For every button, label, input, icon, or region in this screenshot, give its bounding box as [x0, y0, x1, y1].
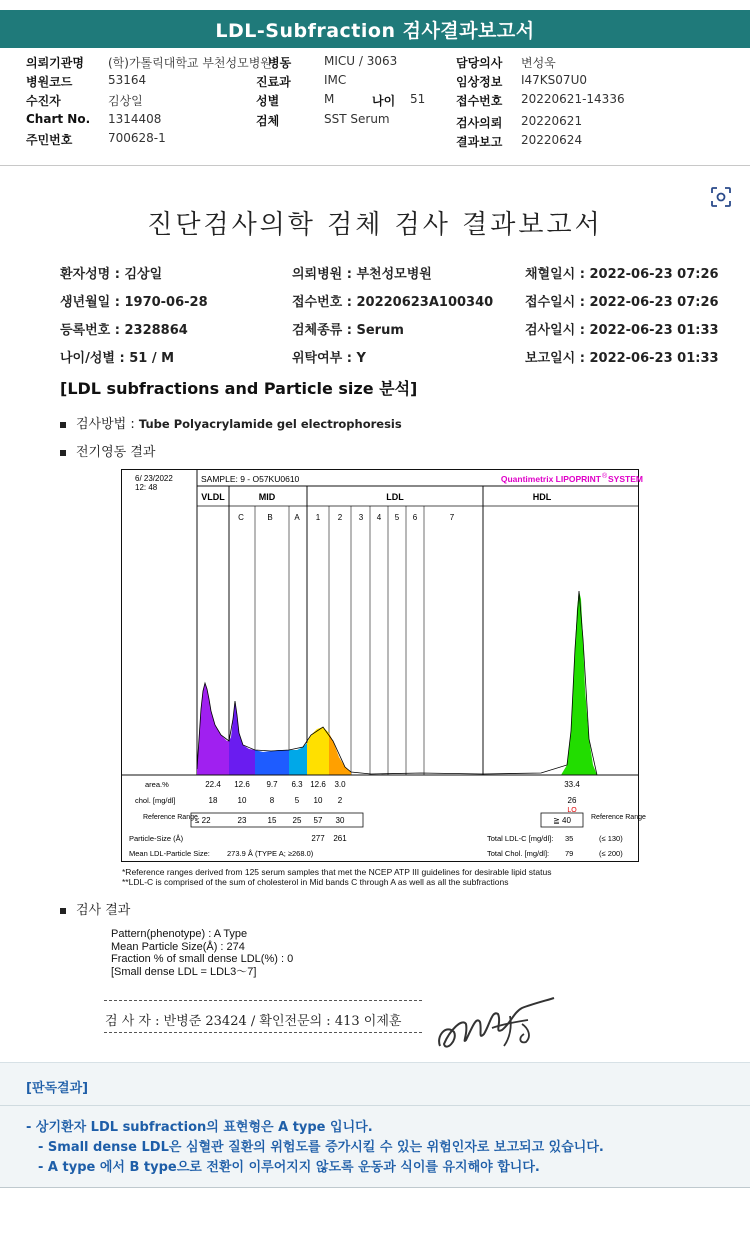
chart-system-suffix: SYSTEM [608, 474, 643, 484]
info-hospital: 의뢰병원 : 부천성모병원 [292, 267, 432, 282]
label-clinical-info: 임상정보 [456, 75, 503, 89]
chart-date: 6/ 23/2022 [135, 474, 173, 483]
chol-value: 8 [269, 796, 275, 805]
info-age-sex: 나이/성별 : 51 / M [60, 351, 175, 366]
report-banner-title: LDL-Subfraction 검사결과보고서 [0, 10, 750, 48]
row-label-reference-right: Reference Range [591, 814, 646, 821]
label-ward: 병동 [268, 56, 292, 70]
interpretation-title: [판독결과] [26, 1081, 89, 1096]
result-line: Mean Particle Size(Å) : 274 [111, 940, 245, 953]
area-value: 33.4 [564, 780, 580, 789]
panel-divider [0, 1105, 750, 1106]
chart-system-name: Quantimetrix LIPOPRINT [500, 474, 601, 484]
band-label-3: 3 [358, 513, 364, 522]
peak-mid-b [255, 750, 289, 775]
method-value: Tube Polyacrylamide gel electrophoresis [138, 417, 402, 431]
value-age: 51 [410, 92, 426, 106]
total-ldl-value: 35 [565, 834, 574, 843]
row-label-chol: chol. [mg/dl] [135, 796, 176, 805]
bullet-icon [60, 450, 66, 456]
reference-value: 30 [335, 816, 345, 825]
total-chol-value: 79 [565, 849, 574, 858]
band-label-c: C [238, 513, 244, 522]
result-line: [Small dense LDL = LDL3～7] [111, 965, 257, 978]
value-institution: (학)가톨릭대학교 부천성모병원 [108, 56, 272, 70]
value-specimen: SST Serum [324, 112, 390, 126]
label-requested: 검사의뢰 [456, 116, 503, 130]
band-label-6: 6 [412, 513, 418, 522]
value-reported: 20220624 [521, 133, 583, 147]
region-label-mid: MID [258, 492, 276, 502]
info-receipt-time: 접수일시 : 2022-06-23 07:26 [525, 295, 719, 310]
result-line: Pattern(phenotype) : A Type [111, 928, 248, 940]
total-ldl-label: Total LDL-C [mg/dl]: [487, 834, 554, 843]
interpretation-line: - 상기환자 LDL subfraction의 표현형은 A type 입니다. [26, 1120, 373, 1135]
reference-value: ≤ 22 [195, 816, 211, 825]
chol-value: 18 [208, 796, 218, 805]
value-ward: MICU / 3063 [324, 54, 398, 68]
result-summary [111, 928, 293, 978]
area-value: 6.3 [291, 780, 303, 789]
total-ldl-ref: (≤ 130) [599, 834, 623, 843]
section-title: [LDL subfractions and Particle size 분석] [60, 379, 418, 398]
row-label-area: area.% [145, 780, 169, 789]
mean-particle-value: 273.9 Å (TYPE A; ≥268.0) [227, 849, 314, 858]
reference-value: 57 [313, 816, 323, 825]
chol-value: 26 [567, 796, 577, 805]
chol-value: 10 [313, 796, 323, 805]
total-chol-label: Total Chol. [mg/dl]: [487, 849, 550, 858]
area-value: 22.4 [205, 780, 221, 789]
label-department: 진료과 [256, 75, 291, 89]
dashed-divider [104, 1000, 422, 1001]
value-requested: 20220621 [521, 114, 583, 128]
row-label-particle-size: Particle-Size (Å) [129, 834, 184, 843]
label-resident-no: 주민번호 [26, 133, 73, 147]
value-patient: 김상일 [108, 94, 143, 108]
value-chart-no: 1314408 [108, 112, 162, 126]
region-label-ldl: LDL [386, 492, 404, 502]
chol-value: 10 [237, 796, 247, 805]
reference-value: 25 [292, 816, 302, 825]
reference-value: 15 [267, 816, 277, 825]
value-sex: M [324, 92, 335, 106]
label-specimen: 검체 [256, 114, 280, 128]
info-specimen-type: 검체종류 : Serum [292, 323, 404, 338]
result-label: 검사 결과 [76, 903, 131, 918]
info-birthdate: 생년월일 : 1970-06-28 [60, 295, 208, 310]
info-test-time: 검사일시 : 2022-06-23 01:33 [525, 323, 719, 338]
value-hospital-code: 53164 [108, 73, 147, 87]
label-doctor: 담당의사 [456, 56, 503, 70]
row-label-reference: Reference Range [143, 814, 198, 821]
chol-value: 2 [337, 796, 343, 805]
reference-value: ≧ 40 [553, 816, 571, 825]
reference-value: 23 [237, 816, 247, 825]
hdl-flag: LO [567, 807, 577, 814]
info-collection-time: 채혈일시 : 2022-06-23 07:26 [525, 267, 719, 282]
chart-time: 12: 48 [135, 483, 158, 492]
row-label-mean-particle: Mean LDL-Particle Size: [129, 849, 210, 858]
value-resident-no: 700628-1 [108, 131, 166, 145]
value-doctor: 변성욱 [521, 56, 556, 70]
region-label-vldl: VLDL [201, 492, 225, 502]
method-line [60, 413, 402, 432]
band-label-a: A [294, 513, 300, 522]
electro-label: 전기영동 결과 [76, 445, 156, 460]
value-department: IMC [324, 73, 347, 87]
interpretation-line: - A type 에서 B type으로 전환이 이루어지지 않도록 운동과 식이를 유지해야 합니다. [38, 1160, 540, 1175]
area-value: 3.0 [334, 780, 346, 789]
chol-value: 5 [294, 796, 300, 805]
label-sex: 성별 [256, 94, 280, 108]
info-outsourced: 위탁여부 : Y [292, 351, 366, 366]
area-value: 9.7 [266, 780, 278, 789]
result-line: Fraction % of small dense LDL(%) : 0 [111, 953, 294, 965]
area-value: 12.6 [310, 780, 326, 789]
lipoprint-chart [121, 469, 646, 862]
label-patient: 수진자 [26, 94, 61, 108]
band-label-2: 2 [337, 513, 343, 522]
area-value: 12.6 [234, 780, 250, 789]
dashed-divider [104, 1032, 422, 1033]
examiner-line: 검 사 자 : 반병준 23424 / 확인전문의 : 413 이제훈 [105, 1014, 402, 1029]
electro-line [60, 441, 155, 460]
info-patient-name: 환자성명 : 김상일 [60, 267, 163, 282]
label-age: 나이 [372, 94, 396, 108]
chart-system-reg: ® [602, 473, 608, 480]
value-clinical-info: I47KS07U0 [521, 73, 587, 87]
region-label-hdl: HDL [532, 492, 552, 502]
band-label-5: 5 [394, 513, 400, 522]
particle-size-value: 261 [333, 834, 347, 843]
info-receipt-no: 접수번호 : 20220623A100340 [292, 295, 494, 310]
bullet-icon [60, 908, 66, 914]
reference-notes [122, 867, 551, 887]
label-chart-no: Chart No. [26, 112, 91, 126]
chart-sample: SAMPLE: 9 - O57KU0610 [201, 474, 300, 484]
report-title: 진단검사의학 검체 검사 결과보고서 [147, 210, 603, 240]
label-receipt-no: 접수번호 [456, 94, 503, 108]
label-institution: 의뢰기관명 [26, 56, 84, 70]
header-separator [0, 165, 750, 166]
bullet-icon [60, 422, 66, 428]
note-line: **LDL-C is comprised of the sum of cholesterol in Mid bands C through A as well as all the subfractions [122, 877, 509, 887]
band-label-7: 7 [449, 513, 455, 522]
result-heading-line [60, 899, 130, 918]
interpretation-line: - Small dense LDL은 심혈관 질환의 위험도를 증가시킬 수 있는 위험인자로 보고되고 있습니다. [38, 1140, 604, 1155]
band-label-b: B [267, 513, 273, 522]
signature-image [432, 994, 562, 1058]
info-report-time: 보고일시 : 2022-06-23 01:33 [525, 351, 719, 366]
band-label-1: 1 [315, 513, 321, 522]
total-chol-ref: (≤ 200) [599, 849, 623, 858]
particle-size-value: 277 [311, 834, 325, 843]
label-hospital-code: 병원코드 [26, 75, 73, 89]
band-label-4: 4 [376, 513, 382, 522]
method-label: 검사방법 : [76, 417, 139, 432]
label-reported: 결과보고 [456, 135, 503, 149]
info-registration-no: 등록번호 : 2328864 [60, 323, 188, 338]
note-line: *Reference ranges derived from 125 serum samples that met the NCEP ATP III guidelines for desirable lipid status [122, 867, 552, 877]
value-receipt-no: 20220621-14336 [521, 92, 625, 106]
